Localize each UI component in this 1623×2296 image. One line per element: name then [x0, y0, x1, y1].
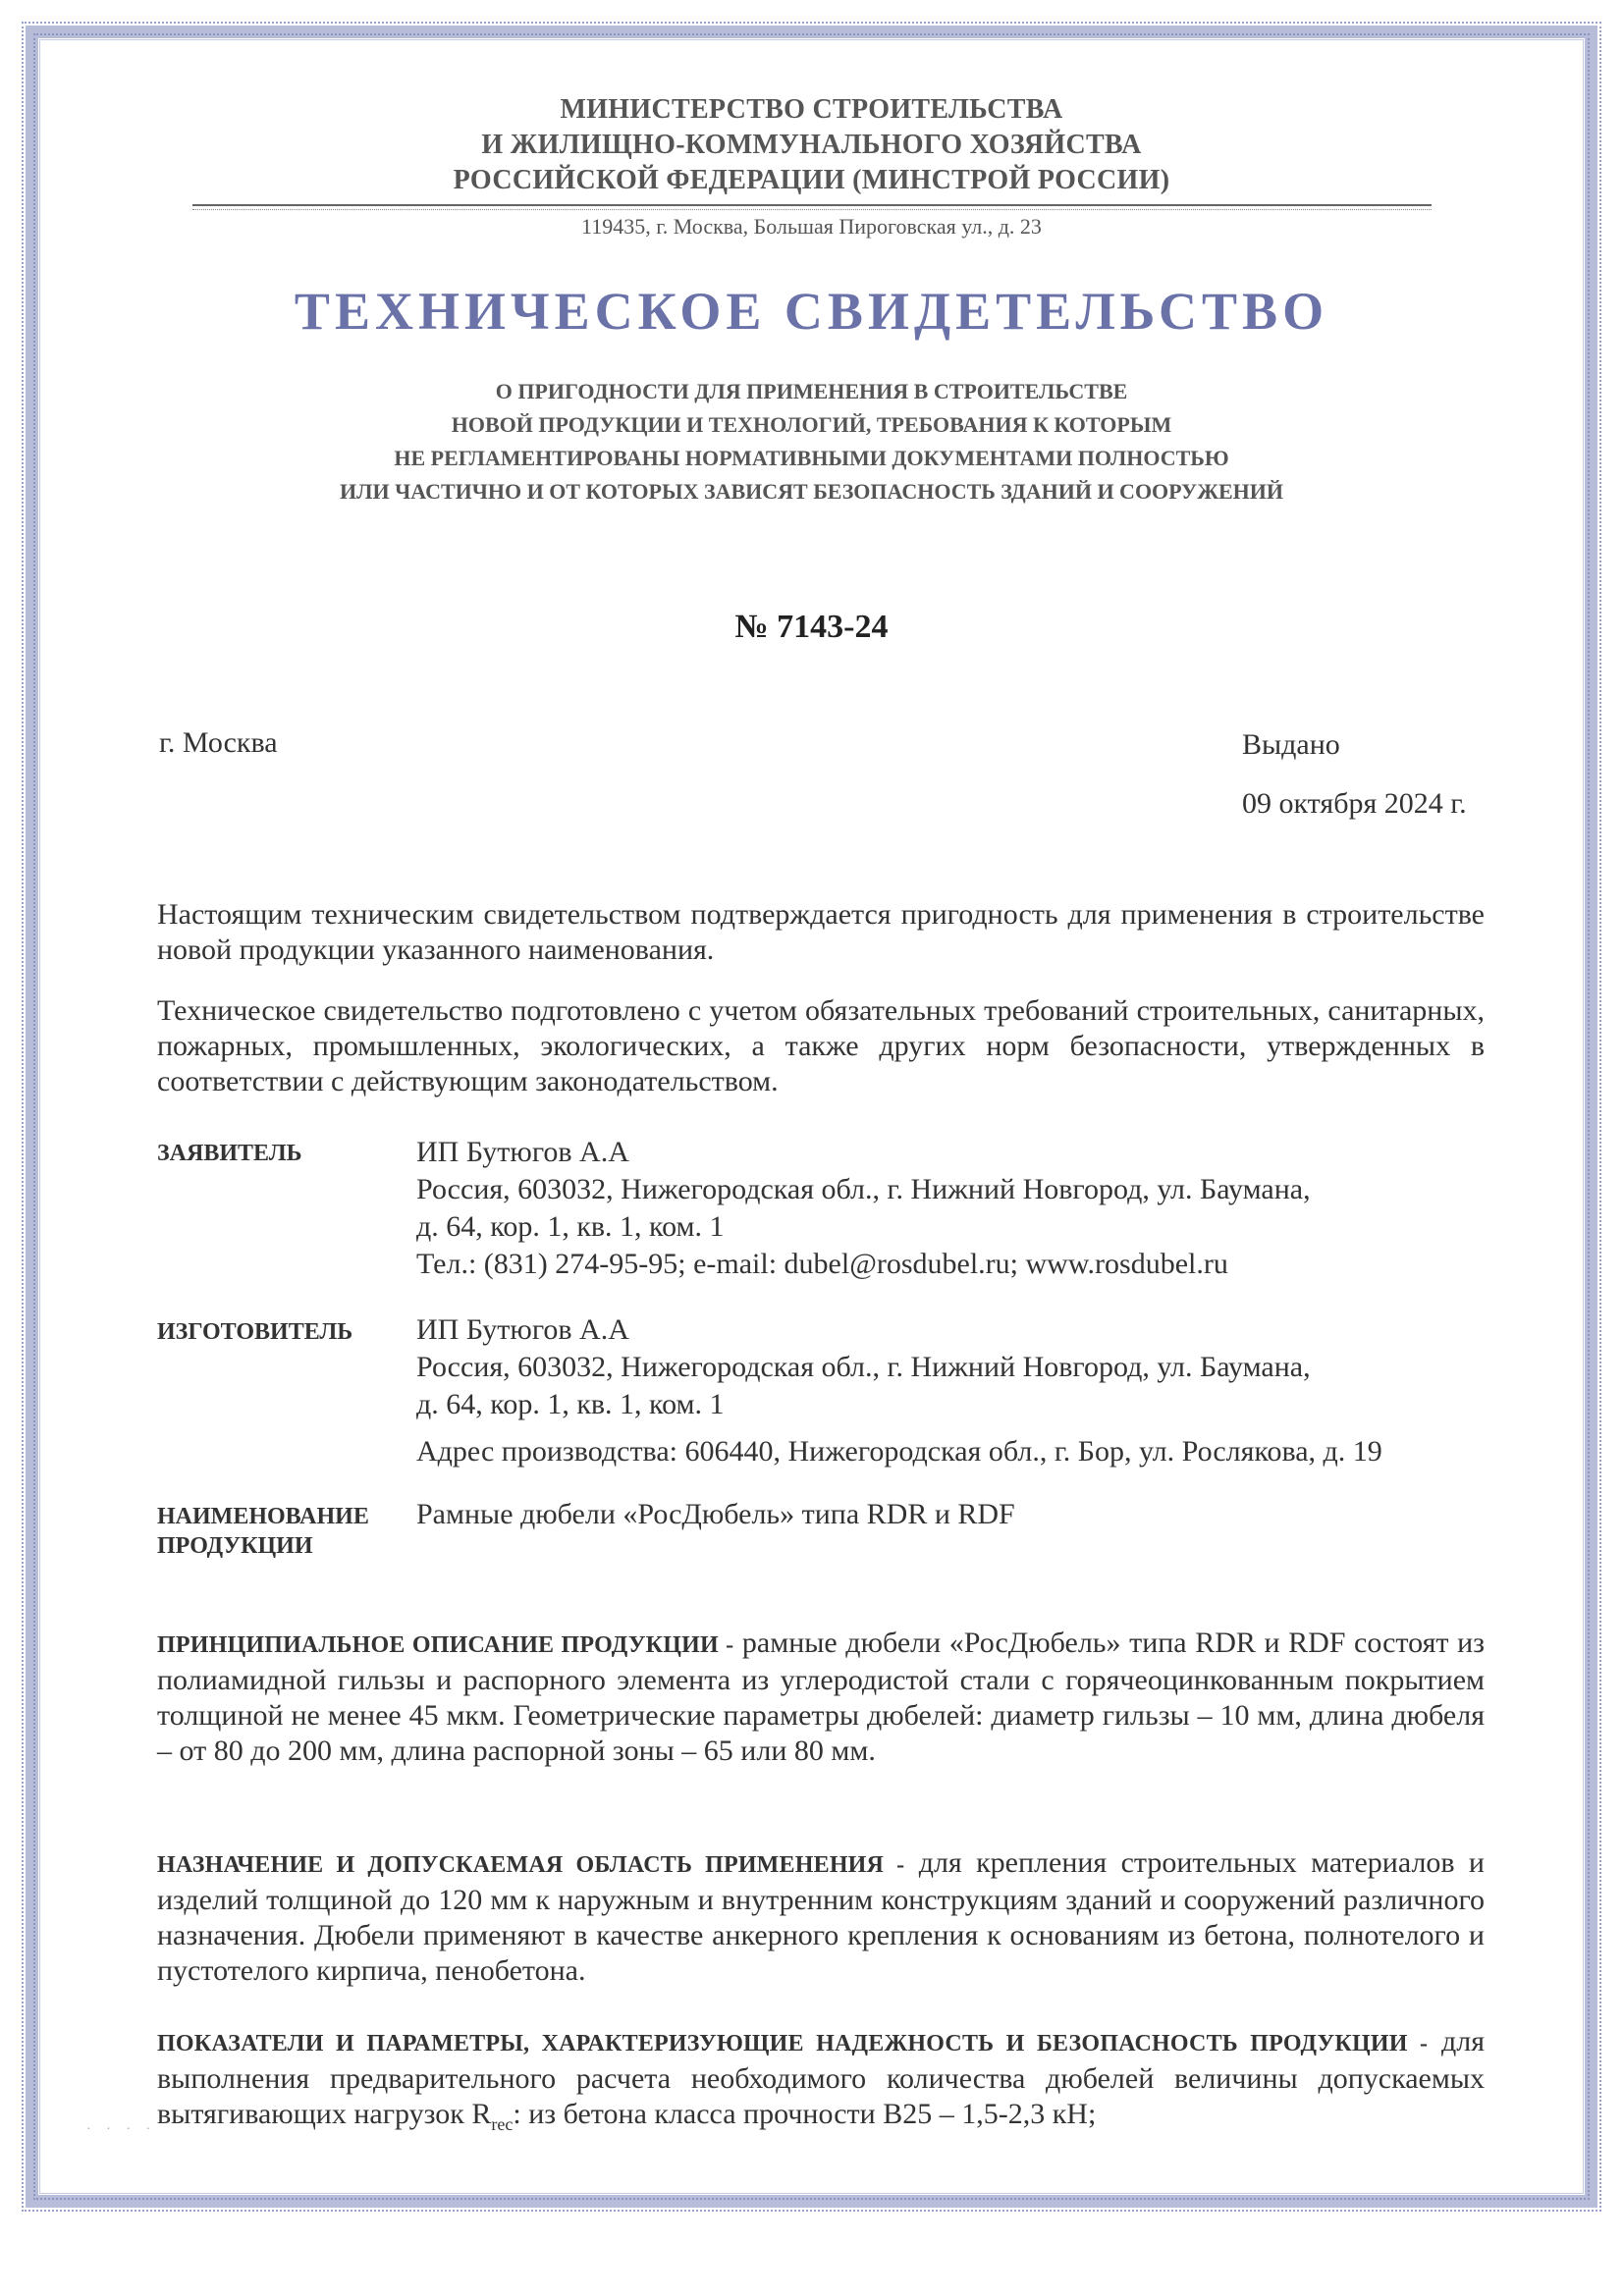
- indicators-text-1: для выполнения предварительного расчета необходимого количества дюбелей величины допускаемых вытягивающих нагрузок R: [157, 2025, 1485, 2130]
- applicant-label: ЗАЯВИТЕЛЬ: [157, 1141, 302, 1166]
- manufacturer-address-1: Россия, 603032, Нижегородская обл., г. Нижний Новгород, ул. Баумана,: [416, 1351, 1311, 1383]
- indicators-subscript: rec: [491, 2114, 514, 2134]
- indicators-text-2: : из бетона класса прочности В25 – 1,5-2,3 кН;: [513, 2098, 1097, 2130]
- indicators-section: [157, 2024, 1485, 2142]
- document-title: ТЕХНИЧЕСКОЕ СВИДЕТЕЛЬСТВО: [294, 282, 1329, 341]
- scan-specks: · · · ·: [86, 2122, 157, 2137]
- applicant-address-1: Россия, 603032, Нижегородская обл., г. Нижний Новгород, ул. Баумана,: [416, 1173, 1311, 1205]
- header-rule-dotted: [192, 209, 1432, 210]
- purpose-heading: НАЗНАЧЕНИЕ И ДОПУСКАЕМАЯ ОБЛАСТЬ ПРИМЕНЕНИЯ -: [157, 1852, 905, 1878]
- subtitle-line-4: ИЛИ ЧАСТИЧНО И ОТ КОТОРЫХ ЗАВИСЯТ БЕЗОПАСНОСТЬ ЗДАНИЙ И СООРУЖЕНИЙ: [340, 479, 1283, 504]
- product-label: [157, 1502, 369, 1561]
- manufacturer-block: [416, 1311, 1382, 1470]
- product-label-line-2: ПРОДУКЦИИ: [157, 1533, 313, 1559]
- purpose-section: [157, 1845, 1485, 1989]
- description-heading: ПРИНЦИПИАЛЬНОЕ ОПИСАНИЕ ПРОДУКЦИИ -: [157, 1632, 734, 1658]
- issued-date: 09 октября 2024 г.: [1242, 787, 1467, 820]
- manufacturer-production-address: Адрес производства: 606440, Нижегородская обл., г. Бор, ул. Рослякова, д. 19: [416, 1435, 1382, 1468]
- applicant-contacts: Тел.: (831) 274-95-95; e-mail: dubel@rosdubel.ru; www.rosdubel.ru: [416, 1248, 1228, 1280]
- issue-city: г. Москва: [159, 726, 278, 759]
- ministry-header: [0, 92, 1623, 198]
- ministry-line-1: МИНИСТЕРСТВО СТРОИТЕЛЬСТВА: [560, 94, 1063, 125]
- description-text: рамные дюбели «РосДюбель» типа RDR и RDF состоят из полиамидной гильзы и распорного элемента из углеродистой стали с горячеоцинкованным покрытием толщиной не менее 45 мкм. Геометрические параметры дюбелей: диаметр гильзы – 10 мм, длина дюбеля – от 80 до 200 мм, длина распорной зоны – 65 или 80 мм.: [157, 1627, 1485, 1767]
- applicant-address-2: д. 64, кор. 1, кв. 1, ком. 1: [416, 1210, 725, 1243]
- header-rule: [192, 204, 1432, 206]
- intro-paragraph-1: Настоящим техническим свидетельством подтверждается пригодность для применения в строительстве новой продукции указанного наименования.: [157, 898, 1485, 966]
- applicant-name: ИП Бутюгов А.А: [416, 1136, 629, 1168]
- description-section: [157, 1626, 1485, 1769]
- manufacturer-name: ИП Бутюгов А.А: [416, 1313, 629, 1346]
- manufacturer-label: ИЗГОТОВИТЕЛЬ: [157, 1319, 353, 1345]
- intro-paragraph-2: Техническое свидетельство подготовлено с учетом обязательных требований строительных, санитарных, пожарных, промышленных, экологических, а также других норм безопасности, утвержденных в соответствии с действующим законодательством.: [157, 994, 1485, 1097]
- manufacturer-address-2: д. 64, кор. 1, кв. 1, ком. 1: [416, 1388, 725, 1420]
- product-label-line-1: НАИМЕНОВАНИЕ: [157, 1504, 369, 1529]
- subtitle-line-3: НЕ РЕГЛАМЕНТИРОВАНЫ НОРМАТИВНЫМИ ДОКУМЕНТАМИ ПОЛНОСТЬЮ: [394, 446, 1229, 470]
- indicators-heading: ПОКАЗАТЕЛИ И ПАРАМЕТРЫ, ХАРАКТЕРИЗУЮЩИЕ НАДЕЖНОСТЬ И БЕЗОПАСНОСТЬ ПРОДУКЦИИ -: [157, 2031, 1429, 2056]
- document-subtitle: [0, 375, 1623, 508]
- document-number: № 7143-24: [734, 609, 889, 645]
- product-name: Рамные дюбели «РосДюбель» типа RDR и RDF: [416, 1498, 1015, 1530]
- purpose-text: для крепления строительных материалов и изделий толщиной до 120 мм к наружным и внутренним конструкциям зданий и сооружений различного назначения. Дюбели применяют в качестве анкерного крепления к основаниям из бетона, полнотелого и пустотелого кирпича, пенобетона.: [157, 1846, 1485, 1987]
- ministry-line-3: РОССИЙСКОЙ ФЕДЕРАЦИИ (МИНСТРОЙ РОССИИ): [453, 165, 1170, 195]
- ministry-address: 119435, г. Москва, Большая Пироговская ул., д. 23: [581, 214, 1042, 239]
- applicant-block: [416, 1134, 1311, 1283]
- ministry-line-2: И ЖИЛИЩНО-КОММУНАЛЬНОГО ХОЗЯЙСТВА: [481, 130, 1142, 160]
- issued-label: Выдано: [1242, 728, 1340, 761]
- subtitle-line-1: О ПРИГОДНОСТИ ДЛЯ ПРИМЕНЕНИЯ В СТРОИТЕЛЬСТВЕ: [495, 379, 1128, 403]
- subtitle-line-2: НОВОЙ ПРОДУКЦИИ И ТЕХНОЛОГИЙ, ТРЕБОВАНИЯ К КОТОРЫМ: [451, 412, 1172, 437]
